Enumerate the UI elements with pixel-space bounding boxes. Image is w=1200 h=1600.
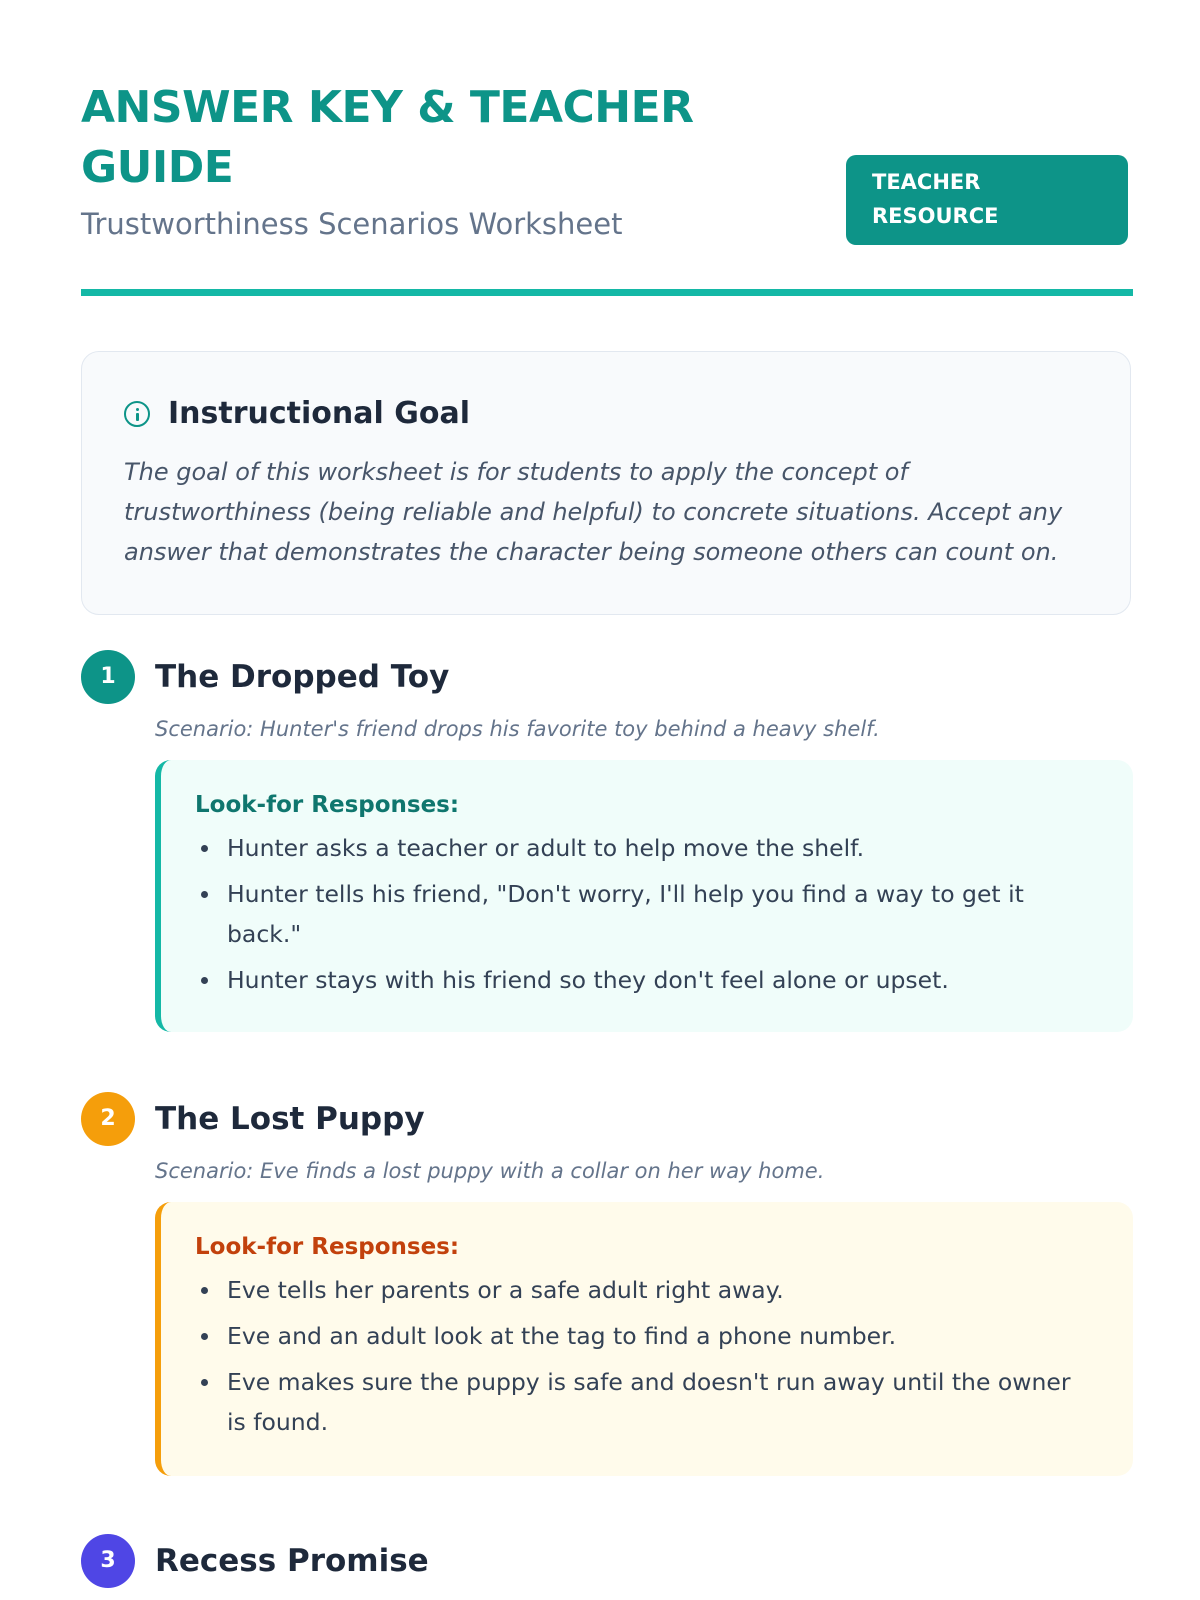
scenario-number-badge: 3 <box>81 1534 135 1588</box>
list-item: Eve makes sure the puppy is safe and doesn't run away until the owner is found. <box>227 1362 1093 1442</box>
goal-header <box>124 394 470 434</box>
scenario-description: Scenario: Eve finds a lost puppy with a collar on her way home. <box>155 1159 825 1183</box>
scenario-description: Scenario: Hunter's friend drops his favorite toy behind a heavy shelf. <box>155 717 880 741</box>
scenario-number-badge: 1 <box>81 650 135 704</box>
info-icon <box>124 401 150 427</box>
scenario-title: The Lost Puppy <box>155 1101 425 1137</box>
scenario-title: Recess Promise <box>155 1543 429 1579</box>
goal-title: Instructional Goal <box>168 396 470 431</box>
page-subtitle: Trustworthiness Scenarios Worksheet <box>81 207 623 241</box>
response-list <box>195 828 1093 1000</box>
header-divider <box>81 289 1133 296</box>
response-list <box>195 1270 1093 1442</box>
scenario-number-badge: 2 <box>81 1092 135 1146</box>
look-for-title: Look-for Responses: <box>195 1234 460 1260</box>
scenario-title: The Dropped Toy <box>155 659 450 695</box>
page-header <box>81 0 1133 296</box>
list-item: Hunter stays with his friend so they don't feel alone or upset. <box>227 960 1093 1000</box>
list-item: Eve and an adult look at the tag to find a phone number. <box>227 1316 1093 1356</box>
goal-text: The goal of this worksheet is for students to apply the concept of trustworthiness (being reliable and helpful) to concrete situations. Accept any answer that demonstrates the character being someone others can count on. <box>124 458 1063 566</box>
teacher-resource-badge: TEACHER RESOURCE <box>846 155 1128 245</box>
look-for-responses-box <box>155 760 1133 1032</box>
list-item: Hunter asks a teacher or adult to help move the shelf. <box>227 828 1093 868</box>
list-item: Hunter tells his friend, "Don't worry, I'll help you find a way to get it back." <box>227 874 1093 954</box>
answer-key-page <box>81 0 1133 1579</box>
list-item: Eve tells her parents or a safe adult right away. <box>227 1270 1093 1310</box>
look-for-responses-box <box>155 1202 1133 1476</box>
look-for-title: Look-for Responses: <box>195 792 460 818</box>
page-title: ANSWER KEY & TEACHER GUIDE <box>81 82 694 193</box>
instructional-goal-card <box>81 351 1131 615</box>
